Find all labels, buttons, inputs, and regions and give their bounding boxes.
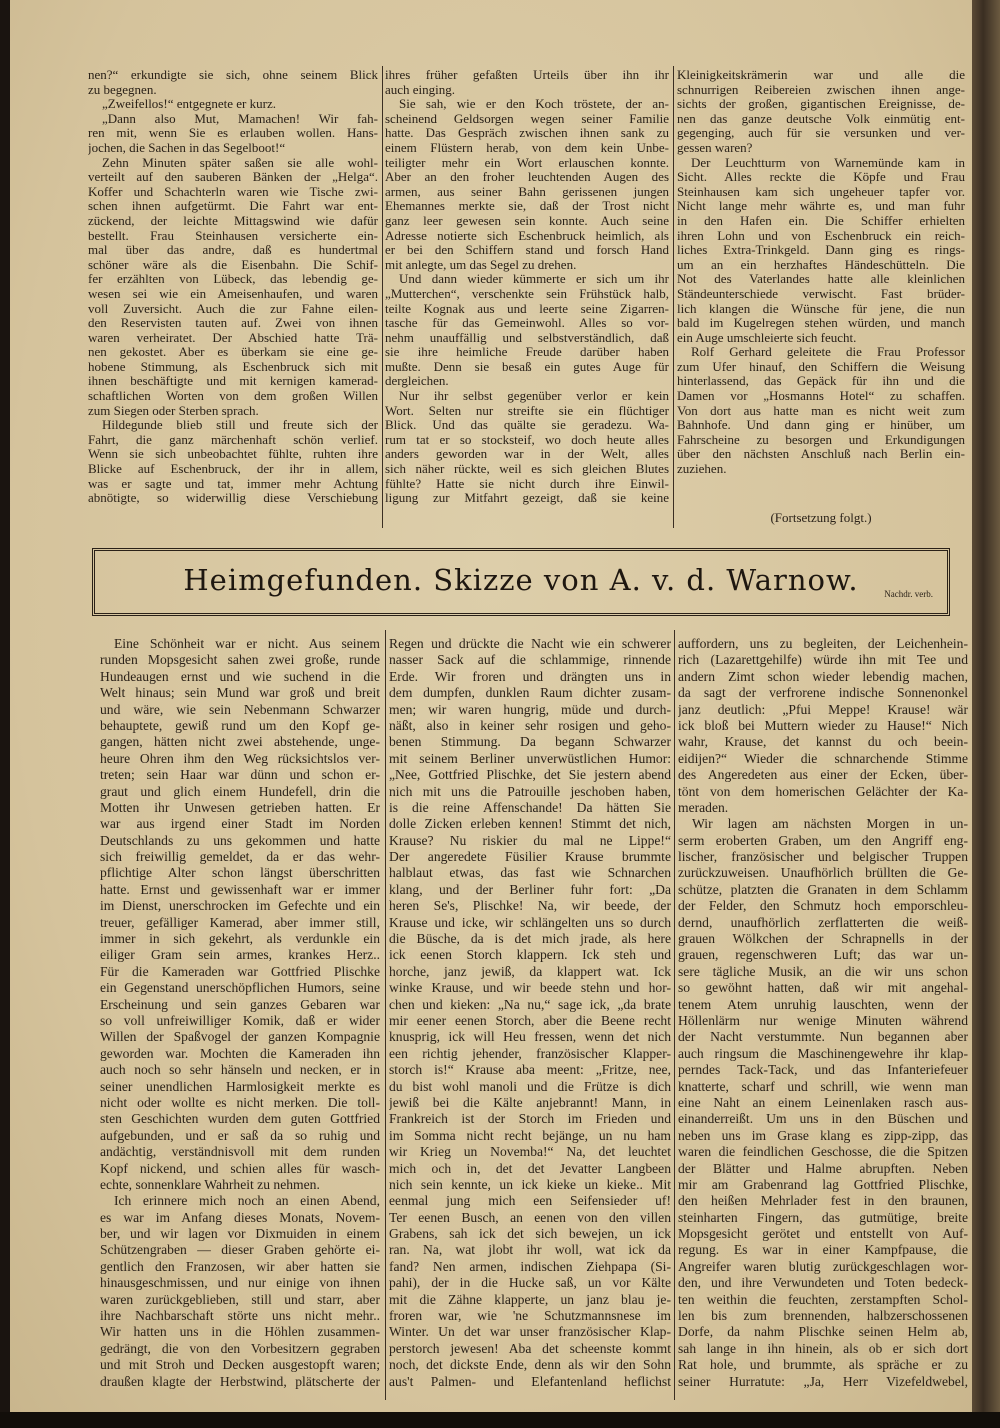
text-line: dergleichen. xyxy=(385,374,449,389)
text-line: voll Zuversicht. Auch die zur Fahne eilen- xyxy=(88,301,378,316)
text-line: len bis zum brennenden, halbzerschossenen xyxy=(678,1308,968,1324)
text-line: jochen, die Sachen in das Segelboot!“ xyxy=(88,140,286,155)
text-line: sichts der großen, gigantischen Ereignisse, de- xyxy=(677,97,965,112)
text-line: Damen vor „Hosmanns Hotel“ zu schaffen. xyxy=(677,389,965,404)
text-line: rich (Lazarettgehilfe) würde ihn mit Tee und xyxy=(678,652,968,668)
text-line: dernd, unaufhörlich zerflatterten die weiß- xyxy=(678,914,968,930)
paragraph xyxy=(385,97,669,272)
text-line: benen Stimmung. Da begann Schwarzer xyxy=(389,734,671,750)
text-line: Welt hinaus; sein Mund war groß und breit xyxy=(100,685,380,701)
text-line: sten Geschichten wurden dem guten Gottfried xyxy=(100,1111,380,1127)
text-line: behauptete, gewiß rund um den Kopf ge- xyxy=(100,717,380,733)
text-line: im Dienst, unerschrocken im Gefechte und ein xyxy=(100,898,380,914)
text-line: so voll unfreiwilliger Komik, daß er wider xyxy=(100,1012,380,1028)
text-line: Wenn sie sich unbeobachtet fühlte, ruhten ihre xyxy=(88,447,378,462)
text-line: Krause? Nu riskier du mal ne Lippe!“ xyxy=(389,832,671,848)
bottom-column-1 xyxy=(100,636,380,1390)
text-line: perndes Tack-Tack, und das Infanteriefeuer xyxy=(678,1062,968,1078)
paragraph xyxy=(88,97,378,112)
text-line: Für die Kameraden war Gottfried Plischke xyxy=(100,963,380,979)
text-line: meraden. xyxy=(678,799,729,815)
text-line: zückend, der leichte Mittagswind wie dafür xyxy=(88,213,378,228)
text-line: Grabens, sah ick det sich bewejen, un ick xyxy=(389,1226,671,1242)
story-title: Heimgefunden. Skizze von A. v. d. Warnow. xyxy=(183,563,859,597)
text-line: anders geworden war in der Welt, alles xyxy=(385,447,669,462)
text-line: Sie sah, wie er den Koch tröstete, der an- xyxy=(399,97,669,112)
text-line: Eine Schönheit war er nicht. Aus seinem xyxy=(114,636,380,651)
text-line: seiner Hurratute: „Ja, Herr Vizefeldwebel, xyxy=(678,1373,968,1389)
text-line: neben uns im Grase klang es zipp-zipp, das xyxy=(678,1127,968,1143)
text-line: und mit Stroh und Decken ausgestopft waren; xyxy=(100,1357,380,1373)
text-line: des Angeredeten aus einer der Ecken, über- xyxy=(678,767,968,783)
text-line: aus't Palmen- und Elefantenland heflichst xyxy=(389,1373,671,1389)
text-line: ick eenen Storch klappern. Ick steh und xyxy=(389,947,671,963)
text-line: war aus irgend einer Stadt im Norden xyxy=(100,816,380,832)
text-line: seiner unendlichen Harmlosigkeit merkte es xyxy=(100,1078,380,1094)
text-line: rum tat er so stocksteif, wo doch heute alles xyxy=(385,432,669,447)
text-line: Frankreich ist der Storch im Frieden und xyxy=(389,1111,671,1127)
text-line: Krause und icke, wir schlängelten uns so durch xyxy=(389,914,671,930)
text-line: teilte Kognak aus und leerte seine Zigarren- xyxy=(385,301,669,316)
text-line: der Blätter und Halme abrupften. Neben xyxy=(678,1160,968,1176)
text-line: is die reine Affenschande! Da hätten Sie xyxy=(389,799,671,815)
text-line: teiligter mehr ein Wort erlauschen konnte. xyxy=(385,155,669,170)
column-rule xyxy=(382,66,383,528)
text-line: schen ihnen aufgetürmt. Die Fahrt war ent- xyxy=(88,199,378,214)
text-line: regung. Es war in einer Kampfpause, die xyxy=(678,1242,968,1258)
text-line: Schützengraben — dieser Graben gehörte ei- xyxy=(100,1242,380,1258)
text-line: hobene Stimmung, als Eschenbruck sich mit xyxy=(88,359,378,374)
text-line: pflichtige Alter schon längst überschritten xyxy=(100,865,380,881)
text-line: tasche für das Gemeinwohl. Alles so vor- xyxy=(385,316,669,331)
text-line: fand? Nen armen, indischen Ziehpapa (Si- xyxy=(389,1258,671,1274)
text-line: scheinend Geldsorgen wegen seiner Familie xyxy=(385,111,669,126)
text-line: zuziehen. xyxy=(677,462,727,477)
paragraph xyxy=(88,68,378,97)
bottom-column-2 xyxy=(389,636,671,1390)
text-line: gentlich den Franzosen, wir aber hatten sie xyxy=(100,1258,380,1274)
text-line: een richtig jehender, französischer Klapper- xyxy=(389,1045,671,1061)
text-line: ein Gegenstand unerschöpflichen Humors, seine xyxy=(100,980,380,996)
text-line: Motten ihr Unwesen getrieben hatten. Er xyxy=(100,799,380,815)
text-line: froren war, wie 'ne Schutzmannsnese im xyxy=(389,1308,671,1324)
text-line: andächtig, verständnisvoll mit dem runden xyxy=(100,1144,380,1160)
text-line: „Dann also Mut, Mamachen! Wir fah- xyxy=(102,111,378,126)
text-line: Not des Vaterlandes hatte alle kleinlichen xyxy=(677,272,965,287)
text-line: pahi), der in die Hucke saß, un vor Kälte xyxy=(389,1275,671,1291)
text-line: hinausgeschmissen, und nur einige von ihnen xyxy=(100,1275,380,1291)
text-line: mit die Zähne klapperte, un janz blau je- xyxy=(389,1291,671,1307)
text-line: Ich erinnere mich noch an einen Abend, xyxy=(114,1193,380,1209)
paragraph xyxy=(100,636,380,1193)
paragraph xyxy=(88,418,378,506)
text-line: sich näher rückte, weil es sich gleichen Blutes xyxy=(385,462,669,477)
text-line: einem Flüstern herab, von dem kein Unbe- xyxy=(385,140,669,155)
text-line: mir eener eenen Storch, aber die Beene recht xyxy=(389,1012,671,1028)
text-line: schnurrigen Reibereien zwischen ihnen ange- xyxy=(677,82,965,97)
text-line: Blick. Und das quälte sie geradezu. Wa- xyxy=(385,418,669,433)
text-line: wahr, Krause, det kannst du och beein- xyxy=(678,734,968,750)
text-line: Und dann wieder kümmerte er sich um ihr xyxy=(399,272,669,287)
text-line: nicht oder wollte es nicht merken. Die toll- xyxy=(100,1094,380,1110)
text-line: eine Naht an einem Leinenlaken rasch aus- xyxy=(678,1094,968,1110)
text-line: Ter eenen Busch, an eenen von den villen xyxy=(389,1209,671,1225)
text-line: geworden war. Mochten die Kameraden ihn xyxy=(100,1045,380,1061)
text-line: Willen der Spaßvogel der ganzen Kompagnie xyxy=(100,1029,380,1045)
top-column-3 xyxy=(677,68,965,477)
text-line: Höllenlärm nur wenige Minuten während xyxy=(678,1012,968,1028)
text-line: mit seinem Berliner unverwüstlichen Humor: xyxy=(389,750,671,766)
text-line: storch is!“ Krause aba meent: „Fritze, nee, xyxy=(389,1062,671,1078)
text-line: mit anlegte, um das Segel zu drehen. xyxy=(385,257,577,272)
column-rule xyxy=(673,66,674,528)
text-line: Erde. Wir froren und drängten uns in xyxy=(389,668,671,684)
text-line: näßt, also in keiner sehr rosigen und geho- xyxy=(389,717,671,733)
text-line: „Nee, Gottfried Plischke, det Sie jestern abend xyxy=(389,767,671,783)
text-line: Nicht lange mehr währte es, und man fuhr xyxy=(677,199,965,214)
text-line: Blicke auf Eschenbruck, der ihr in allem, xyxy=(88,462,378,477)
text-line: horche, janz jewiß, da klappert wat. Ick xyxy=(389,963,671,979)
paragraph xyxy=(100,1193,380,1390)
text-line: immer in sich gekehrt, als verdunkle ein xyxy=(100,931,380,947)
page-binding-edge xyxy=(972,0,1000,1412)
text-line: ick bloß bei Muttern wieder zu Hause!“ Nich xyxy=(678,717,968,733)
text-line: auch ringsum die Maschinengewehre ihr klap- xyxy=(678,1045,968,1061)
text-line: was er sagte und tat, immer mehr Achtung xyxy=(88,476,378,491)
text-line: ihnen beschäftigte und mit kernigen kamerad- xyxy=(88,374,378,389)
text-line: in den Hafen ein. Die Schiffer erhielten xyxy=(677,213,965,228)
text-line: Ständeunterschiede verwischt. Fast brüder- xyxy=(677,286,965,301)
text-line: hinterlassend, das Gepäck für ihn und die xyxy=(677,374,965,389)
text-line: perstorch jewesen! Aba det scheenste kommt xyxy=(389,1340,671,1356)
paragraph xyxy=(677,345,965,476)
text-line: „Zweifellos!“ entgegnete er kurz. xyxy=(102,97,276,112)
paragraph xyxy=(677,68,965,156)
text-line: nen das ganze deutsche Volk einmütig ent- xyxy=(677,111,965,126)
text-line: halblaut etwas, das fast wie Schnarchen xyxy=(389,865,671,881)
text-line: den heißen Mehrlader fest in den braunen, xyxy=(678,1193,968,1209)
text-line: ber, und wir lagen vor Dixmuiden in einem xyxy=(100,1226,380,1242)
text-line: der Nacht verstummte. Nun begannen aber xyxy=(678,1029,968,1045)
text-line: sah lange in ihn hinein, als ob er sich dort xyxy=(678,1340,968,1356)
paragraph xyxy=(385,68,669,97)
reprint-note: Nachdr. verb. xyxy=(884,589,933,599)
text-line: Zehn Minuten später saßen sie alle wohl- xyxy=(102,155,378,170)
text-line: zurückzuweisen. Unaufhörlich brüllten die Ge- xyxy=(678,865,968,881)
text-line: Sicht. Alles reckte die Köpfe und Frau xyxy=(677,170,965,185)
text-line: Ehemannes merkte sie, daß der Trost nicht xyxy=(385,199,669,214)
text-line: Hundeaugen ernst und wie suchend in die xyxy=(100,668,380,684)
text-line: grauen, regenschweren Luft; das war un- xyxy=(678,947,968,963)
text-line: nehm unauffällig und selbstverständlich, daß xyxy=(385,330,669,345)
text-line: mir am Grabenrand lag Gottfried Plischke, xyxy=(678,1176,968,1192)
paragraph xyxy=(678,816,968,1390)
text-line: gedrängt, die von den Vorbesitzern gegraben xyxy=(100,1340,380,1356)
text-line: eidijen?“ Wieder die schnarchende Stimme xyxy=(678,750,968,766)
text-line: mich och in, det det Jevatter Langbeen xyxy=(389,1160,671,1176)
text-line: Wort. Selten nur streifte sie ein flüchtiger xyxy=(385,403,669,418)
text-line: ran. Na, wat jlobt ihr woll, wat ick da xyxy=(389,1242,671,1258)
text-line: Kopf nickend, und schien alles für wasch- xyxy=(100,1160,380,1176)
continuation-note: (Fortsetzung folgt.) xyxy=(770,510,872,525)
text-line: jewiß bei die Kälte anjebrannt! Mann, in xyxy=(389,1094,671,1110)
text-line: heure Ohren ihm den Weg rücksichtslos ver- xyxy=(100,750,380,766)
text-line: „Mutterchen“, verschenkte sein Frühstück halb, xyxy=(385,286,669,301)
text-line: nich sein kennte, un ick kieke un kieke.. Mit xyxy=(389,1176,671,1192)
text-line: noch, det dickste Ende, denn als wir den Sohn xyxy=(389,1357,671,1373)
text-line: Wir hatten uns in die Höhlen zusammen- xyxy=(100,1324,380,1340)
text-line: Winter. Un det war unser französischer Klap- xyxy=(389,1324,671,1340)
text-line: waren zurückgeblieben, still und starr, aber xyxy=(100,1291,380,1307)
text-line: ihres früher gefaßten Urteils über ihn ihr xyxy=(385,68,669,82)
text-line: einanderreißt. Um uns in den Büschen und xyxy=(678,1111,968,1127)
text-line: um an ein herzhaftes Händeschütteln. Die xyxy=(677,257,965,272)
text-line: gegenging, auch für sie versunken und ver- xyxy=(677,126,965,141)
paragraph xyxy=(88,156,378,419)
text-line: chen und kieken: „Na nu,“ sage ick, „da brate xyxy=(389,996,671,1012)
text-line: fer erzählten von Lübeck, das lebendig ge- xyxy=(88,272,378,287)
text-line: tenem Atem unruhig lauschten, wenn der xyxy=(678,996,968,1012)
text-line: sere tägliche Musik, an die wir uns schon xyxy=(678,963,968,979)
text-line: über den nächsten Anschluß nach Berlin ein- xyxy=(677,447,965,462)
text-line: zu begegnen. xyxy=(88,82,157,97)
text-line: Mopsgesicht gerötet und entstellt von Auf- xyxy=(678,1226,968,1242)
text-line: steinharten Fingern, das gutmütige, breite xyxy=(678,1209,968,1225)
text-line: sie ihre heimliche Freude darüber haben xyxy=(385,345,669,360)
text-line: schöner wäre als die Eisenbahn. Die Schif- xyxy=(88,257,378,272)
text-line: men; wir waren hungrig, müde und durch- xyxy=(389,701,671,717)
text-line: andern Zimt schon wieder lebendig machen, xyxy=(678,668,968,684)
text-line: nasser Sack auf die schlammige, rinnende xyxy=(389,652,671,668)
text-line: zum Ufer hinauf, den Schiffern die Weisung xyxy=(677,359,965,374)
text-line: bestellt. Frau Steinhausen versicherte ein- xyxy=(88,228,378,243)
text-line: auch einging. xyxy=(385,82,456,97)
text-line: auffordern, uns zu begleiten, der Leichenhein- xyxy=(678,636,968,651)
text-line: Nur ihr selbst gegenüber verlor er kein xyxy=(399,389,669,404)
text-line: ein Auge umschleierte sich feucht. xyxy=(677,330,857,345)
text-line: Wir lagen am nächsten Morgen in un- xyxy=(692,816,968,832)
text-line: Adresse notierte sich Eschenbruck heimlich, als xyxy=(385,228,669,243)
text-line: Angreifer waren blutig zurückgeschlagen wor- xyxy=(678,1258,968,1274)
text-line: so gewöhnt hatten, daß wir mit angehal- xyxy=(678,980,968,996)
text-line: sich freiwillig gemeldet, da er das wehr- xyxy=(100,849,380,865)
text-line: ihren Lohn und von Eschenbruck ein reich- xyxy=(677,228,965,243)
text-line: hatte. Das Gespräch zwischen ihnen sank zu xyxy=(385,126,669,141)
text-line: waren verheiratet. Der Abschied hatte Trä- xyxy=(88,330,378,345)
text-line: runden Mopsgesicht sahen zwei große, runde xyxy=(100,652,380,668)
text-line: gessen waren? xyxy=(677,140,753,155)
text-line: verteilt auf den sauberen Bänken der „Helga“. xyxy=(88,170,378,185)
text-line: es war im Anfang dieses Monats, Novem- xyxy=(100,1209,380,1225)
text-line: tönt von dem homerischen Gelächter der Ka- xyxy=(678,783,968,799)
text-line: die Büsche, da is det mich jrade, als here xyxy=(389,931,671,947)
text-line: treten; sein Haar war dünn und schon er- xyxy=(100,767,380,783)
text-line: Der angeredete Füsilier Krause brummte xyxy=(389,849,671,865)
text-line: nen?“ erkundigte sie sich, ohne seinem Blick xyxy=(88,68,378,82)
paragraph xyxy=(678,636,968,816)
text-line: schaftlichen Worten von dem großen Willen xyxy=(88,389,378,404)
text-line: Steinhausen kam sich ungeheuer tapfer vor. xyxy=(677,184,965,199)
text-line: Der Leuchtturm von Warnemünde kam in xyxy=(691,155,965,170)
text-line: ren mit, wenn Sie es erlauben wollen. Hans- xyxy=(88,126,378,141)
paragraph xyxy=(677,156,965,346)
text-line: eiliger Gram sein armes, krankes Herz.. xyxy=(100,947,380,963)
scan-border xyxy=(0,1412,1000,1428)
text-line: Aber an den froher leuchtenden Augen des xyxy=(385,170,669,185)
text-line: grauen Wölkchen der Schrapnells in der xyxy=(678,931,968,947)
text-line: nen gekostet. Aber es überkam sie eine ge- xyxy=(88,345,378,360)
text-line: Koffer und Schachterln waren wie Tische zwi- xyxy=(88,184,378,199)
text-line: fühlte? Hatte sie nicht durch ihre Einwil- xyxy=(385,476,669,491)
text-line: Dorfe, da nahm Plischke seinen Helm ab, xyxy=(678,1324,968,1340)
text-line: Rolf Gerhard geleitete die Frau Professor xyxy=(691,345,965,360)
text-line: schütze, platzten die Granaten in dem Schlamm xyxy=(678,881,968,897)
text-line: janz deutlich: „Pfui Meppe! Krause! wär xyxy=(678,701,968,717)
text-line: nich mit uns die Patrouille jeschoben haben, xyxy=(389,783,671,799)
paragraph xyxy=(385,389,669,506)
paragraph xyxy=(385,272,669,389)
text-line: armen, aus seiner Bahn gerissenen jungen xyxy=(385,184,669,199)
text-line: der Felder, den Schmutz hoch emporschleu- xyxy=(678,898,968,914)
text-line: bald im Kugelregen stehen würden, und manch xyxy=(677,316,965,331)
text-line: lischer, französischer und belgischer Truppen xyxy=(678,849,968,865)
text-line: knusprig, ick will Heu fressen, wenn det nich xyxy=(389,1029,671,1045)
top-column-2 xyxy=(385,68,669,506)
text-line: ten weithin die feuchten, zerstampften Schol- xyxy=(678,1291,968,1307)
text-line: klang, und der Berliner fuhr fort: „Da xyxy=(389,881,671,897)
text-line: dolle Zicken erleben kennen! Stimmt det nich, xyxy=(389,816,671,832)
text-line: lich klangen die Wünsche für jene, die nun xyxy=(677,301,965,316)
text-line: Rat hole, und brummte, als spräche er zu xyxy=(678,1357,968,1373)
column-rule xyxy=(674,630,675,1400)
text-line: waren die feindlichen Geschosse, die die Spitzen xyxy=(678,1144,968,1160)
text-line: auch noch so sehr hänseln und necken, er in xyxy=(100,1062,380,1078)
text-line: winke Krause, und wir beede stehn und hor- xyxy=(389,980,671,996)
top-column-1 xyxy=(88,68,378,506)
paragraph xyxy=(88,112,378,156)
text-line: serm eroberten Graben, um den Angriff eng- xyxy=(678,832,968,848)
text-line: zum Siegen oder Sterben sprach. xyxy=(88,403,259,418)
text-line: mußte. Denn sie besaß ein gutes Auge für xyxy=(385,359,669,374)
text-line: ligung zur Mitfahrt gezeigt, daß sie keine xyxy=(385,491,669,506)
text-line: gangen, hätten nicht zwei abstehende, unge- xyxy=(100,734,380,750)
text-line: den, und ihre Verwundeten und Toten bedeck- xyxy=(678,1275,968,1291)
text-line: hatte. Ernst und gewissenhaft war er immer xyxy=(100,881,380,897)
text-line: wir Krieg un Novemba!“ Na, det leuchtet xyxy=(389,1144,671,1160)
text-line: da sagt der verfrorene indische Sonnenonkel xyxy=(678,685,968,701)
text-line: Kleinigkeitskrämerin war und alle die xyxy=(677,68,965,82)
column-rule xyxy=(385,630,386,1400)
text-line: wesen sei wie ein Ameisenhaufen, und waren xyxy=(88,286,378,301)
text-line: Von dort aus hatte man es nicht weit zum xyxy=(677,403,965,418)
text-line: den Reservisten tauten auf. Zwei von ihnen xyxy=(88,316,378,331)
text-line: Regen und drückte die Nacht wie ein schwerer xyxy=(389,636,671,651)
text-line: im Somma nicht recht bejänge, un nu ham xyxy=(389,1127,671,1143)
text-line: du bist wohl manoli und die Frütze is dich xyxy=(389,1078,671,1094)
text-line: und wäre, wie sein Nebenmann Schwarzer xyxy=(100,701,380,717)
text-line: Fahrscheine zu besorgen und Erkundigungen xyxy=(677,432,965,447)
text-line: mal über das andre, daß es hundertmal xyxy=(88,243,378,258)
text-line: Hildegunde blieb still und freute sich der xyxy=(102,418,378,433)
text-line: heren Se's, Plischke! Na, wir beede, der xyxy=(389,898,671,914)
text-line: liches Extra-Trinkgeld. Dann ging es rings- xyxy=(677,243,965,258)
text-line: knatterte, scharf und schrill, wie wenn man xyxy=(678,1078,968,1094)
text-line: Fahrt, die ganz märchenhaft schön verlief. xyxy=(88,432,378,447)
text-line: Deutschlands zu uns gekommen und hatte xyxy=(100,832,380,848)
text-line: er bei den Schiffern stand und forsch Hand xyxy=(385,243,669,258)
text-line: graut und glich einem Hundefell, drin die xyxy=(100,783,380,799)
paragraph xyxy=(389,636,671,1390)
story-title-box xyxy=(92,548,950,616)
text-line: abnötigte, so widerwillig diese Verschiebung xyxy=(88,491,378,506)
text-line: eenmal jung mich een Seifensieder uf! xyxy=(389,1193,671,1209)
text-line: draußen klagte der Herbstwind, plätscherte der xyxy=(100,1373,380,1389)
text-line: Bahnhofe. Und dann ging er hinüber, um xyxy=(677,418,965,433)
bottom-column-3 xyxy=(678,636,968,1390)
text-line: Erscheinung und sein ganzes Gebaren war xyxy=(100,996,380,1012)
text-line: ihre Nachbarschaft störte uns nicht mehr.. xyxy=(100,1308,380,1324)
text-line: dem dumpfen, dunklen Raum dichter zusam- xyxy=(389,685,671,701)
text-line: echte, sonnenklare Wahrheit zu nehmen. xyxy=(100,1176,320,1192)
text-line: ganz leer gewesen sein konnte. Auch seine xyxy=(385,213,669,228)
text-line: aufgebunden, und er saß da so ruhig und xyxy=(100,1127,380,1143)
text-line: treuer, gefälliger Kamerad, aber immer still, xyxy=(100,914,380,930)
